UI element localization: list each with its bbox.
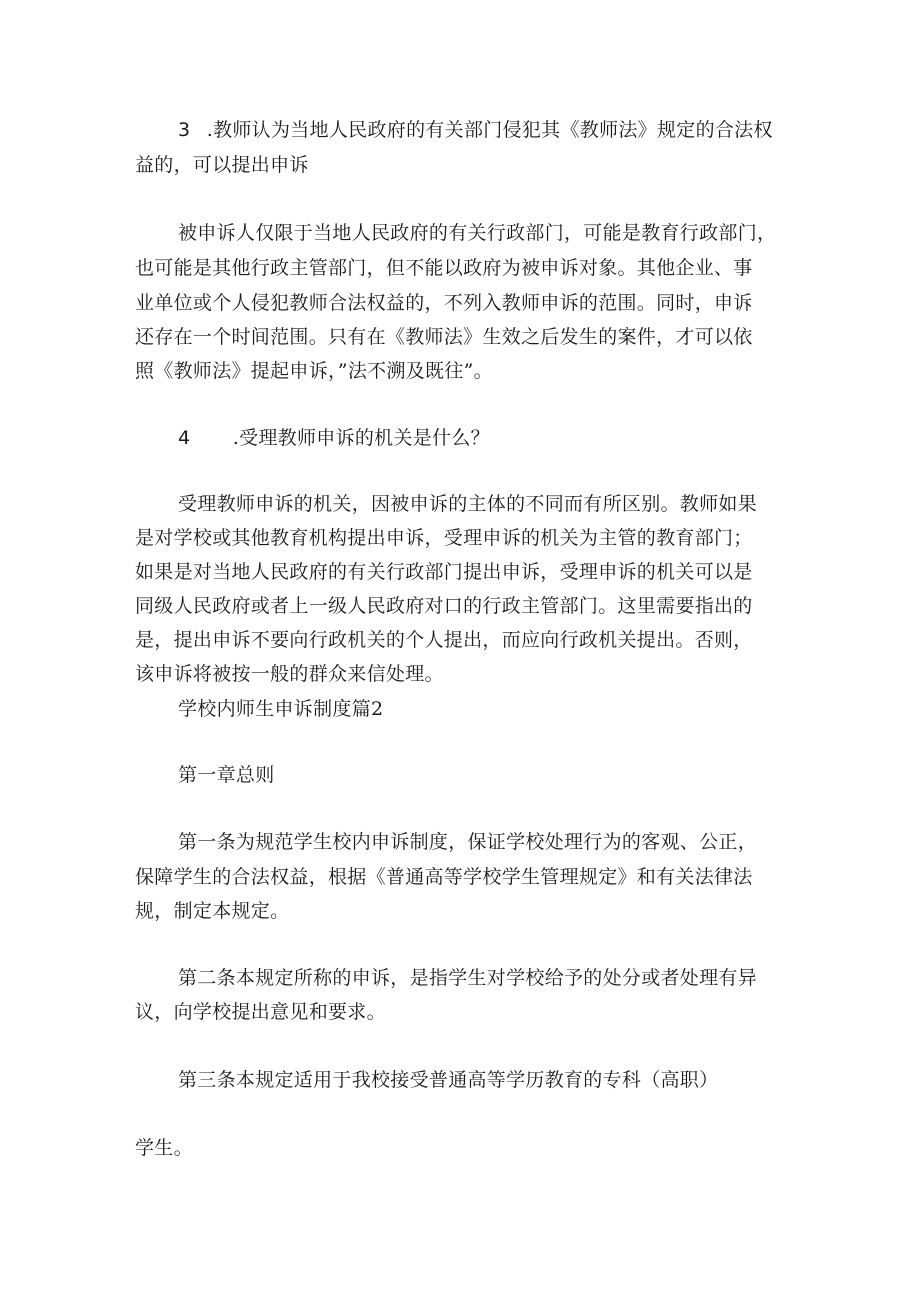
article1-line: 规，制定本规定。 xyxy=(135,900,290,922)
para-b-line: 是对学校或其他教育机构提出申诉，受理申诉的机关为主管的教育部门； xyxy=(135,527,753,549)
item3-heading-text: .教师认为当地人民政府的有关部门侵犯其《教师法》规定的合法权 xyxy=(206,119,773,141)
article2-line: 议，向学校提出意见和要求。 xyxy=(135,1001,386,1023)
section-title: 学校内师生申诉制度篇2 xyxy=(178,698,384,720)
para-b-line: 如果是对当地人民政府的有关行政部门提出申诉，受理申诉的机关可以是 xyxy=(135,561,753,583)
article3-line1: 第三条本规定适用于我校接受普通高等学历教育的专科（高职） xyxy=(178,1069,719,1091)
item3-line2: 益的，可以提出申诉 xyxy=(135,154,309,176)
para-b-line: 是，提出申诉不要向行政机关的个人提出，而应向行政机关提出。否则， xyxy=(135,629,753,651)
item3-line1 xyxy=(178,121,773,140)
para-a-line: 业单位或个人侵犯教师合法权益的，不列入教师申诉的范围。同时，申诉 xyxy=(135,292,753,314)
para-a-line: 被申诉人仅限于当地人民政府的有关行政部门，可能是教育行政部门， xyxy=(178,222,777,244)
para-a-line: 也可能是其他行政主管部门，但不能以政府为被申诉对象。其他企业、事 xyxy=(135,257,753,279)
chapter-title: 第一章总则 xyxy=(178,764,275,786)
para-b-line: 该申诉将被按一般的群众来信处理。 xyxy=(135,663,444,685)
item4-number: 4 xyxy=(178,427,191,449)
item4-heading-text: .受理教师申诉的机关是什么？ xyxy=(232,427,490,449)
article2-line: 第二条本规定所称的申诉，是指学生对学校给予的处分或者处理有异 xyxy=(178,967,758,989)
article1-line: 保障学生的合法权益，根据《普通高等学校学生管理规定》和有关法律法 xyxy=(135,866,753,888)
para-a-line: 还存在一个时间范围。只有在《教师法》生效之后发生的案件，才可以依 xyxy=(135,326,753,348)
article3-line2: 学生。 xyxy=(135,1137,193,1159)
item3-number: 3 xyxy=(178,119,191,141)
article1-line: 第一条为规范学生校内申诉制度，保证学校处理行为的客观、公正， xyxy=(178,831,758,853)
para-a-line: 照《教师法》提起申诉，”法不溯及既往”。 xyxy=(135,360,493,382)
para-b-line: 受理教师申诉的机关，因被申诉的主体的不同而有所区别。教师如果 xyxy=(178,493,758,515)
item4-heading xyxy=(178,429,490,448)
para-b-line: 同级人民政府或者上一级人民政府对口的行政主管部门。这里需要指出的 xyxy=(135,595,753,617)
